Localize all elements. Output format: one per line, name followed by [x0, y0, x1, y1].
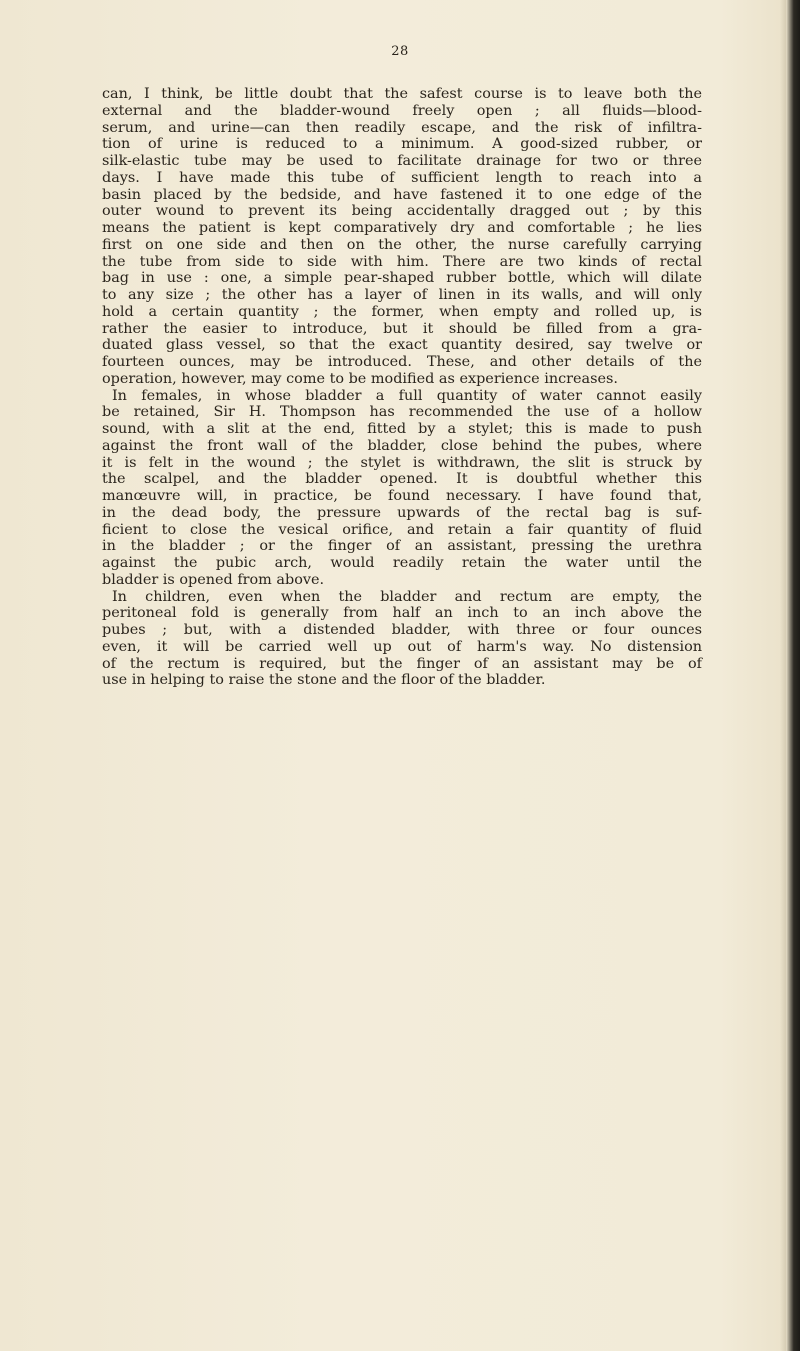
- text-line: In children, even when the bladder and rectum are empty, the: [112, 588, 702, 605]
- text-line: tion of urine is reduced to a minimum. A good-sized rubber, or: [102, 136, 702, 153]
- text-line: against the front wall of the bladder, close behind the pubes, where: [102, 437, 702, 454]
- text-line: fourteen ounces, may be introduced. These, and other details of the: [102, 354, 702, 370]
- text-line: sound, with a slit at the end, fitted by a stylet; this is made to push: [102, 421, 702, 437]
- text-line: first on one side and then on the other, the nurse carefully carrying: [102, 236, 702, 253]
- text-line: even, it will be carried well up out of harm's way. No distension: [102, 638, 702, 655]
- text-line: in the bladder ; or the finger of an assistant, pressing the urethra: [102, 538, 702, 555]
- text-line: outer wound to prevent its being accidentally dragged out ; by this: [102, 203, 702, 220]
- text-line: the scalpel, and the bladder opened. It is doubtful whether this: [102, 471, 702, 488]
- text-line: silk-elastic tube may be used to facilitate drainage for two or three: [102, 153, 702, 169]
- text-line: use in helping to raise the stone and the floor of the bladder.: [102, 672, 546, 689]
- text-line: can, I think, be little doubt that the safest course is to leave both the: [102, 86, 702, 102]
- text-line: to any size ; the other has a layer of linen in its walls, and will only: [102, 287, 702, 303]
- text-line: in the dead body, the pressure upwards of the rectal bag is suf-: [102, 504, 702, 521]
- text-line: rather the easier to introduce, but it should be filled from a gra-: [102, 320, 702, 337]
- text-line: be retained, Sir H. Thompson has recommended the use of a hollow: [102, 404, 702, 421]
- text-line: serum, and urine—can then readily escape, and the risk of infiltra-: [102, 119, 702, 136]
- text-line: basin placed by the bedside, and have fastened it to one edge of the: [102, 186, 702, 203]
- text-line: it is felt in the wound ; the stylet is withdrawn, the slit is struck by: [102, 454, 702, 471]
- text-line: pubes ; but, with a distended bladder, with three or four ounces: [102, 622, 702, 638]
- text-line: operation, however, may come to be modified as experience increases.: [102, 370, 618, 387]
- text-line: hold a certain quantity ; the former, when empty and rolled up, is: [102, 303, 702, 320]
- text-line: means the patient is kept comparatively dry and comfortable ; he lies: [102, 220, 702, 236]
- text-line: duated glass vessel, so that the exact quantity desired, say twelve or: [102, 337, 702, 354]
- text-line: ficient to close the vesical orifice, and retain a fair quantity of fluid: [102, 521, 702, 538]
- text-line: manœuvre will, in practice, be found necessary. I have found that,: [102, 488, 702, 504]
- text-line: the tube from side to side with him. There are two kinds of rectal: [102, 253, 702, 270]
- body-text: [102, 86, 702, 689]
- text-line: days. I have made this tube of sufficient length to reach into a: [102, 169, 702, 186]
- text-line: peritoneal fold is generally from half an inch to an inch above the: [102, 605, 702, 622]
- text-line: against the pubic arch, would readily retain the water until the: [102, 555, 702, 571]
- binding-edge-shadow: [786, 0, 800, 1351]
- text-line: external and the bladder-wound freely open ; all fluids—blood-: [102, 102, 702, 119]
- page-number: 28: [391, 44, 409, 59]
- text-line: of the rectum is required, but the finger of an assistant may be of: [102, 655, 702, 672]
- text-line: In females, in whose bladder a full quantity of water cannot easily: [112, 387, 702, 404]
- text-line: bladder is opened from above.: [102, 571, 325, 588]
- text-line: bag in use : one, a simple pear-shaped rubber bottle, which will dilate: [102, 270, 702, 287]
